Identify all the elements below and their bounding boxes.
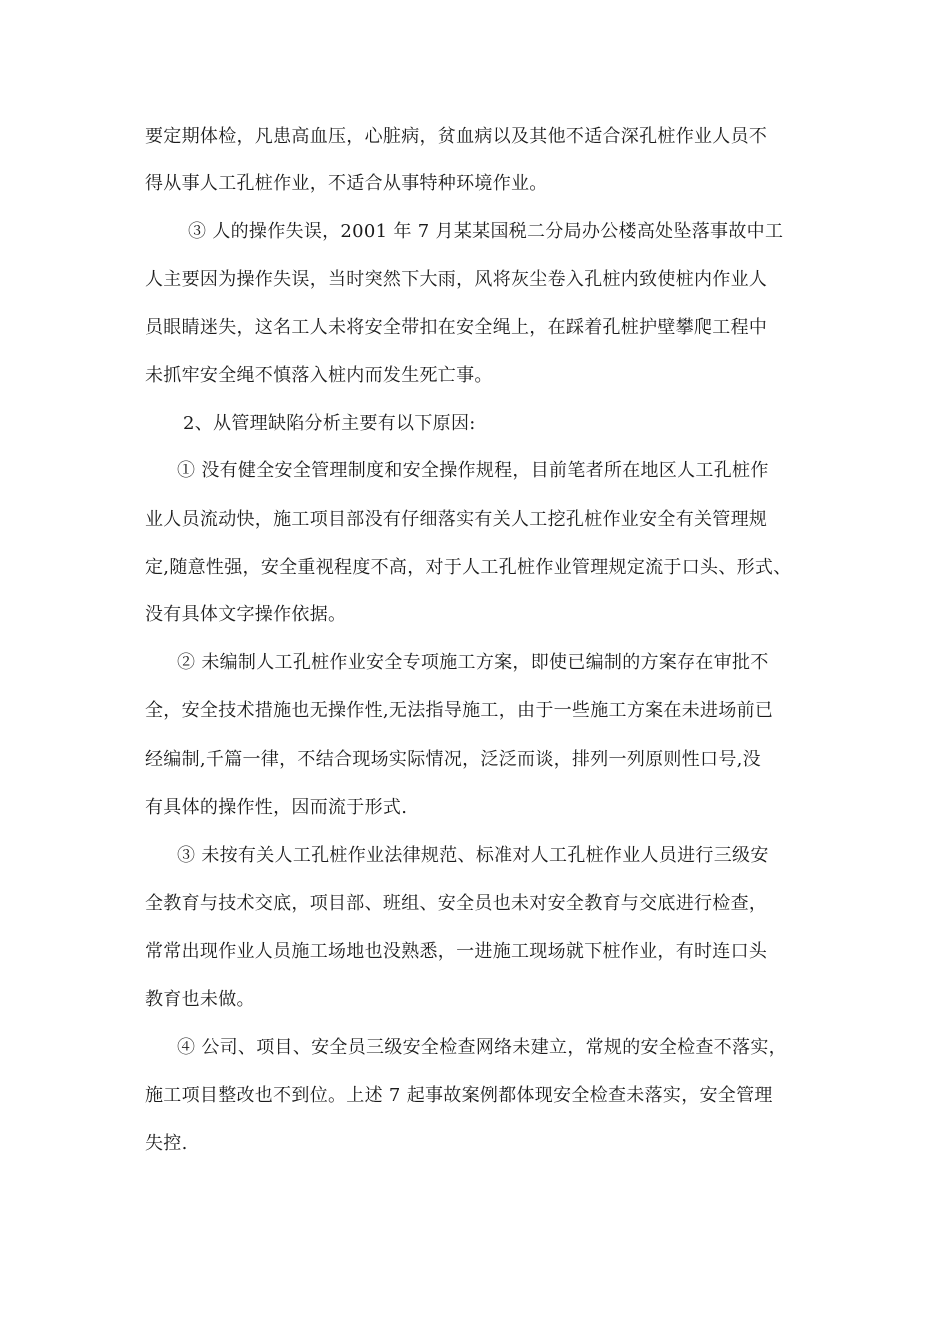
text-line-3: ③ 人的操作失误，2001 年 7 月某某国税二分局办公楼高处坠落事故中工 xyxy=(188,221,784,242)
text-line-22: 失控. xyxy=(145,1133,188,1154)
text-line-20: ④ 公司、项目、安全员三级安全检查网络未建立，常规的安全检查不落实， xyxy=(177,1037,787,1058)
text-line-15: 有具体的操作性，因而流于形式. xyxy=(145,797,408,818)
text-line-17: 全教育与技术交底，项目部、班组、安全员也未对安全教育与交底进行检查， xyxy=(145,893,768,914)
text-line-16: ③ 未按有关人工孔桩作业法律规范、标准对人工孔桩作业人员进行三级安 xyxy=(177,845,769,866)
text-line-1: 要定期体检，凡患高血压，心脏病，贫血病以及其他不适合深孔桩作业人员不 xyxy=(145,126,768,147)
text-line-2: 得从事人工孔桩作业，不适合从事特种环境作业。 xyxy=(145,173,548,194)
text-line-21: 施工项目整改也不到位。上述 7 起事故案例都体现安全检查未落实，安全管理 xyxy=(145,1085,773,1106)
text-line-8: ① 没有健全安全管理制度和安全操作规程，目前笔者所在地区人工孔桩作 xyxy=(177,460,769,481)
text-line-11: 没有具体文字操作依据。 xyxy=(145,604,347,625)
text-line-7: 2、从管理缺陷分析主要有以下原因: xyxy=(183,413,476,434)
text-line-5: 员眼睛迷失，这名工人未将安全带扣在安全绳上，在踩着孔桩护壁攀爬工程中 xyxy=(145,317,768,338)
text-line-12: ② 未编制人工孔桩作业安全专项施工方案，即使已编制的方案存在审批不 xyxy=(177,652,769,673)
text-line-6: 未抓牢安全绳不慎落入桩内而发生死亡事。 xyxy=(145,365,493,386)
text-line-9: 业人员流动快，施工项目部没有仔细落实有关人工挖孔桩作业安全有关管理规 xyxy=(145,509,768,530)
text-line-4: 人主要因为操作失误，当时突然下大雨，风将灰尘卷入孔桩内致使桩内作业人 xyxy=(145,269,768,290)
text-line-19: 教育也未做。 xyxy=(145,989,255,1010)
text-line-13: 全，安全技术措施也无操作性,无法指导施工，由于一些施工方案在未进场前已 xyxy=(145,700,774,721)
text-line-10: 定,随意性强，安全重视程度不高，对于人工孔桩作业管理规定流于口头、形式、 xyxy=(145,557,792,578)
text-line-18: 常常出现作业人员施工场地也没熟悉，一进施工现场就下桩作业，有时连口头 xyxy=(145,941,768,962)
text-line-14: 经编制,千篇一律，不结合现场实际情况，泛泛而谈，排列一列原则性口号,没 xyxy=(145,749,761,770)
